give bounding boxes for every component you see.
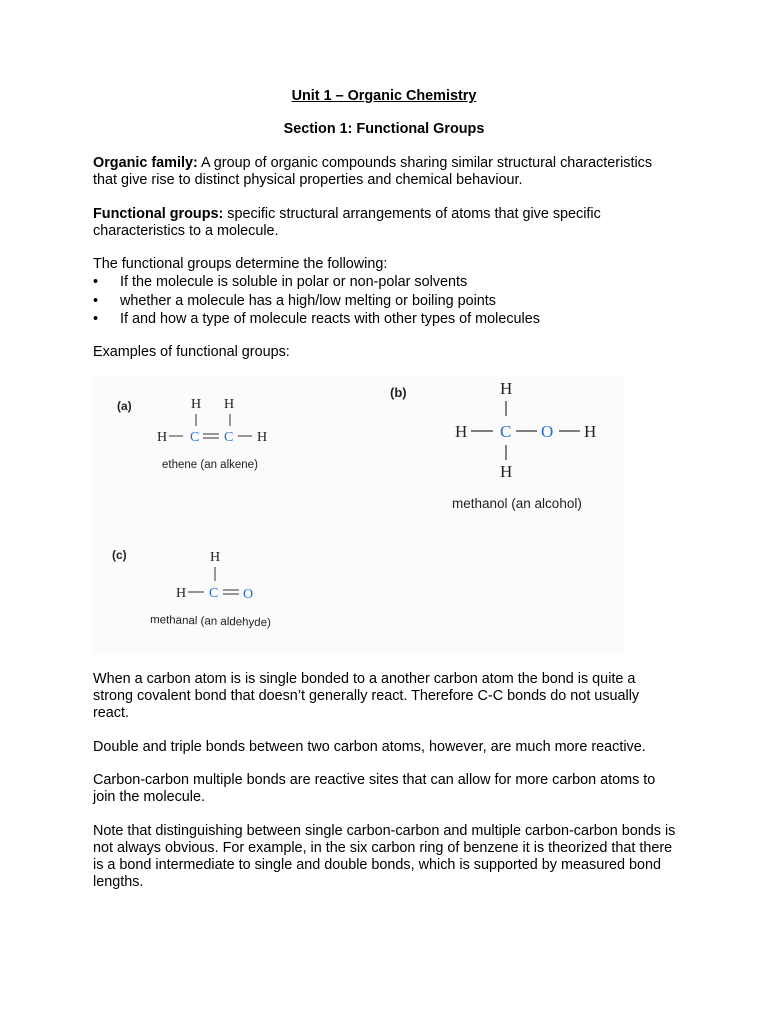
examples-intro: Examples of functional groups:	[93, 344, 290, 360]
functional-groups-term: Functional groups:	[93, 206, 224, 222]
paragraph-multiple-bonds-2: Carbon-carbon multiple bonds are reactive sites that can allow for more carbon atoms to join the molecule.	[93, 772, 656, 805]
functional-groups-figure	[93, 377, 625, 654]
ethene-atom-h: H	[224, 397, 235, 412]
methanol-atom-c: C	[500, 422, 512, 441]
ethene-atom-h: H	[191, 397, 202, 412]
ethene-atom-h: H	[157, 430, 168, 445]
determine-list	[93, 274, 678, 330]
ethene-bonds	[169, 414, 252, 438]
determine-intro: The functional groups determine the following:	[93, 256, 388, 272]
ethene-atom-h: H	[257, 430, 268, 445]
list-item-text: If and how a type of molecule reacts with other types of molecules	[120, 311, 540, 327]
bullet-icon: •	[93, 311, 99, 327]
figure-b-tag: (b)	[390, 385, 407, 400]
methanol-atom-h: H	[500, 379, 513, 398]
paragraph-benzene-note: Note that distinguishing between single carbon-carbon and multiple carbon-carbon bonds is not always obvious. For example, in the six carbon ring of benzene it is theorized that there is a bond intermediate to single and double bonds, which is supported by measured bond lengths.	[93, 823, 676, 890]
methanal-atom-h: H	[210, 550, 221, 565]
list-item	[93, 311, 678, 330]
bullet-icon: •	[93, 274, 99, 290]
functional-groups-definition	[93, 206, 678, 240]
figure-a-caption: ethene (an alkene)	[162, 459, 258, 471]
methanol-atom-o: O	[541, 422, 554, 441]
figure-c-tag: (c)	[112, 548, 127, 562]
methanol-atom-h: H	[584, 422, 597, 441]
ethene-atom-c: C	[190, 430, 200, 445]
list-item	[93, 274, 678, 293]
paragraph-multiple-bonds-1: Double and triple bonds between two carbon atoms, however, are much more reactive.	[93, 739, 646, 755]
figure-c-caption: methanal (an aldehyde)	[149, 614, 272, 630]
methanal-atom-c: C	[209, 586, 219, 601]
methanal-atom-h: H	[176, 586, 187, 601]
figure-svg	[93, 377, 625, 654]
methanol-atom-h: H	[455, 422, 468, 441]
list-item	[93, 293, 678, 312]
ethene-atom-c: C	[224, 430, 234, 445]
methanal-atom-o: O	[243, 587, 254, 602]
section-title: Section 1: Functional Groups	[283, 121, 485, 137]
organic-family-text: A group of organic compounds sharing similar structural characteristics that give rise to distinct physical properties and chemical behaviour.	[93, 155, 653, 188]
paragraph-single-bonds: When a carbon atom is is single bonded to a another carbon atom the bond is quite a strong covalent bond that doesn’t generally react. Therefore C-C bonds do not usually react.	[93, 671, 640, 721]
functional-groups-text: specific structural arrangements of atoms that give specific characteristics to a molecule.	[93, 206, 601, 239]
bullet-icon: •	[93, 292, 99, 309]
figure-a-tag: (a)	[117, 399, 132, 413]
unit-title: Unit 1 – Organic Chemistry	[291, 88, 477, 104]
list-item-text: If the molecule is soluble in polar or non-polar solvents	[120, 274, 468, 290]
organic-family-definition	[93, 155, 678, 189]
list-item-text: whether a molecule has a high/low melting or boiling points	[120, 292, 496, 309]
figure-b-caption: methanol (an alcohol)	[452, 496, 582, 511]
organic-family-term: Organic family:	[93, 155, 198, 171]
methanol-atom-h: H	[500, 462, 513, 481]
methanol-bonds	[471, 401, 580, 460]
